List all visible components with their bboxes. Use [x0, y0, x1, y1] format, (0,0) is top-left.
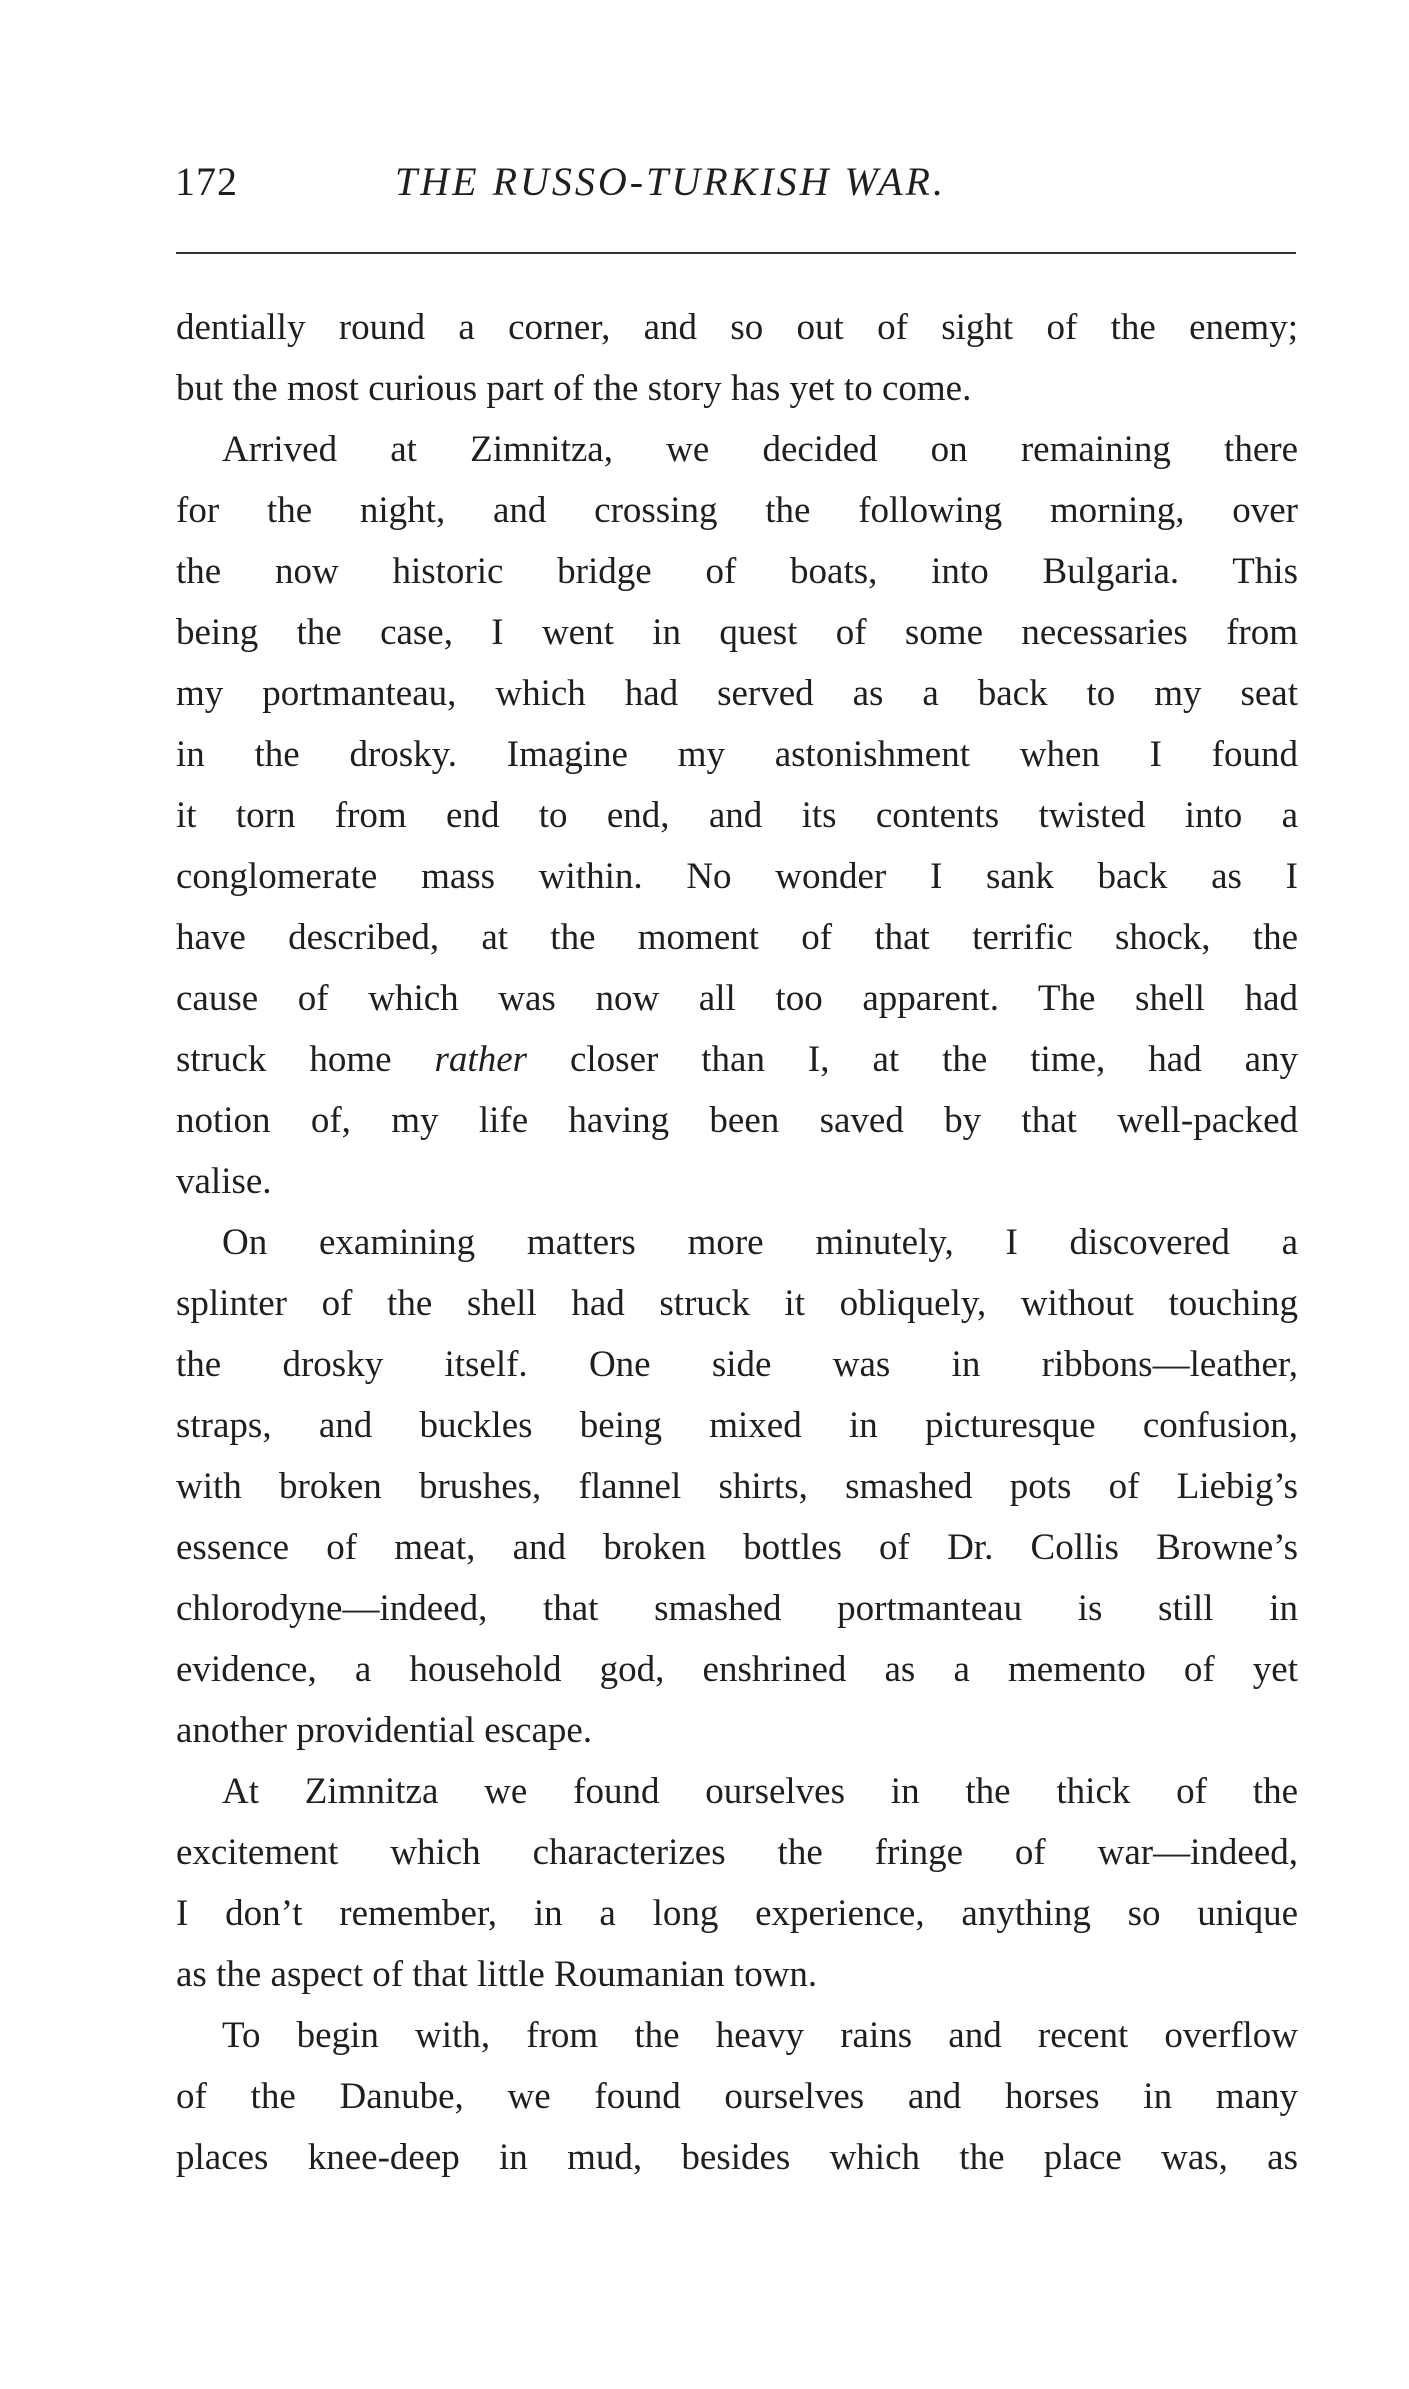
text-line: places knee-deep in mud, besides which the place was, as [176, 2137, 1298, 2178]
text-line: notion of, my life having been saved by that well-packed [176, 1100, 1298, 1141]
text-line: the now historic bridge of boats, into Bulgaria. This [176, 551, 1298, 592]
text-segment: struck home [176, 1039, 435, 1080]
text-line: I don’t remember, in a long experience, anything so unique [176, 1893, 1298, 1934]
paragraph-first-line: Arrived at Zimnitza, we decided on remaining there [222, 429, 1298, 470]
text-line: valise. [176, 1161, 272, 1202]
text-line: the drosky itself. One side was in ribbons—leather, [176, 1344, 1298, 1385]
text-line: straps, and buckles being mixed in picturesque confusion, [176, 1405, 1298, 1446]
text-line: another providential escape. [176, 1710, 593, 1751]
text-segment: closer than I, at the time, had any [527, 1039, 1298, 1080]
text-line: with broken brushes, flannel shirts, smashed pots of Liebig’s [176, 1466, 1298, 1507]
italic-word: rather [434, 1039, 528, 1080]
text-line: evidence, a household god, enshrined as a memento of yet [176, 1649, 1298, 1690]
page-number: 172 [175, 159, 238, 204]
paragraph-first-line: To begin with, from the heavy rains and recent overflow [222, 2015, 1298, 2056]
body-text [176, 297, 1298, 2188]
text-line: as the aspect of that little Roumanian town. [176, 1954, 818, 1995]
text-line: cause of which was now all too apparent. The shell had [176, 978, 1298, 1019]
text-line: it torn from end to end, and its contents twisted into a [176, 795, 1298, 836]
text-line: conglomerate mass within. No wonder I sank back as I [176, 856, 1298, 897]
text-line: my portmanteau, which had served as a back to my seat [176, 673, 1298, 714]
paragraph-first-line: On examining matters more minutely, I discovered a [222, 1222, 1298, 1263]
header-rule [176, 252, 1296, 254]
text-line: essence of meat, and broken bottles of Dr. Collis Browne’s [176, 1527, 1298, 1568]
running-title: THE RUSSO-TURKISH WAR. [395, 159, 946, 204]
paragraph-first-line: At Zimnitza we found ourselves in the thick of the [222, 1771, 1298, 1812]
text-line: in the drosky. Imagine my astonishment when I found [176, 734, 1298, 775]
text-line: but the most curious part of the story has yet to come. [176, 368, 972, 409]
text-line: splinter of the shell had struck it obliquely, without touching [176, 1283, 1298, 1324]
text-line: chlorodyne—indeed, that smashed portmanteau is still in [176, 1588, 1298, 1629]
text-line: have described, at the moment of that terrific shock, the [176, 917, 1298, 958]
text-line: being the case, I went in quest of some necessaries from [176, 612, 1298, 653]
text-line: for the night, and crossing the following morning, over [176, 490, 1298, 531]
text-line: excitement which characterizes the fringe of war—indeed, [176, 1832, 1298, 1873]
text-line-with-italic [176, 1029, 1298, 1090]
text-line: of the Danube, we found ourselves and horses in many [176, 2076, 1298, 2117]
text-line: dentially round a corner, and so out of sight of the enemy; [176, 307, 1298, 348]
running-head [175, 158, 1295, 214]
